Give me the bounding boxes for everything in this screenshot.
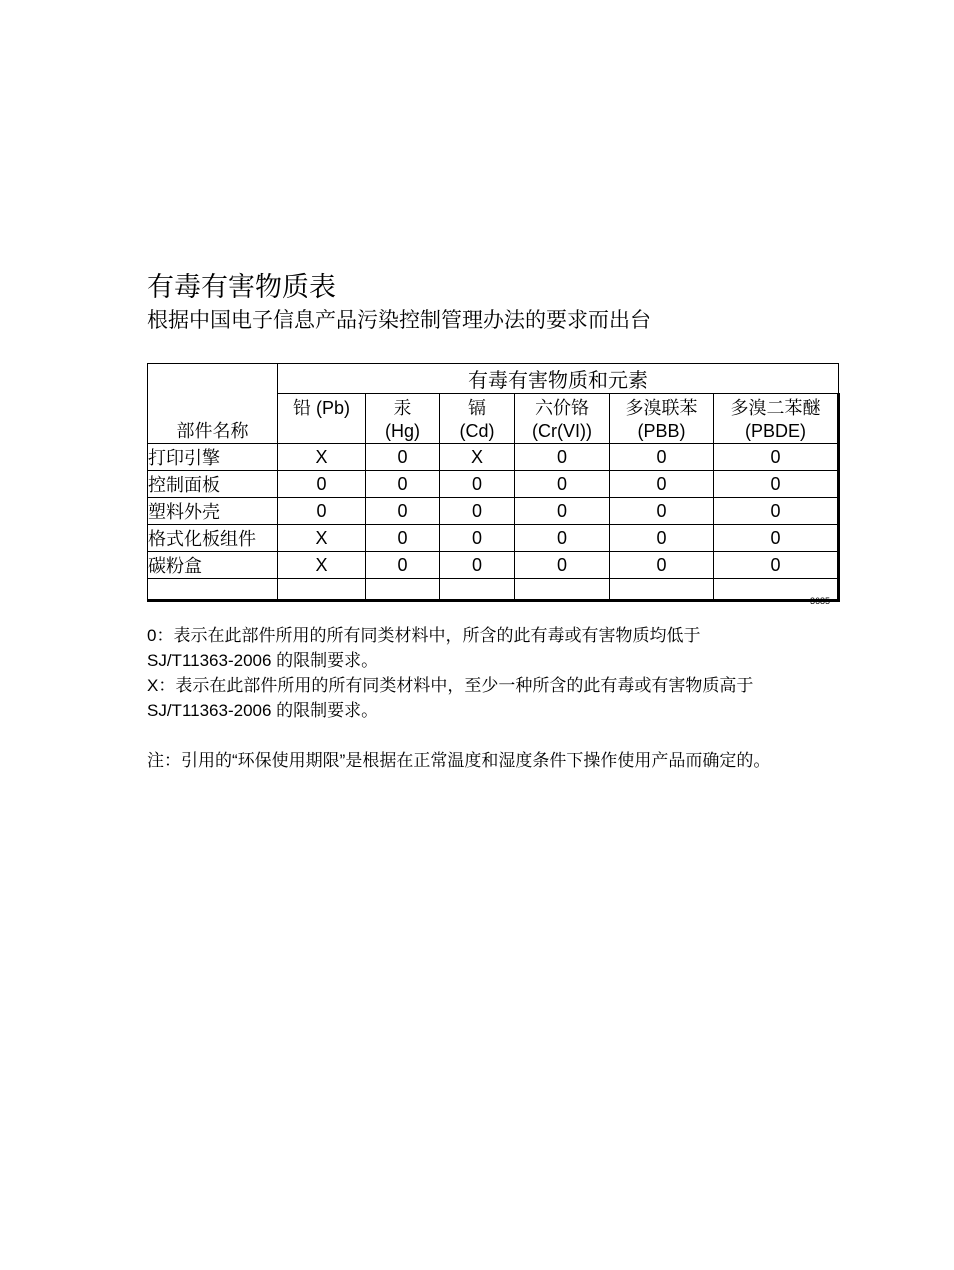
value-cell: 0 (366, 471, 440, 498)
column-header-pbde (714, 394, 839, 444)
table-row (148, 444, 839, 471)
column-header-name: 镉 (468, 398, 486, 418)
value-cell: 0 (714, 525, 839, 552)
value-cell: 0 (610, 444, 714, 471)
value-cell: 0 (440, 471, 515, 498)
value-cell: 0 (610, 552, 714, 579)
note-x-line: SJ/T11363-2006 的限制要求。 (147, 701, 379, 720)
value-cell: 0 (714, 444, 839, 471)
notes-section (147, 623, 770, 773)
empty-cell (278, 579, 366, 601)
value-cell: 0 (610, 498, 714, 525)
page-subtitle: 根据中国电子信息产品污染控制管理办法的要求而出台 (147, 309, 651, 332)
note-zero-line: 0：表示在此部件所用的所有同类材料中，所含的此有毒或有害物质均低于 (147, 626, 701, 645)
column-header-symbol: (Cr(VI)) (532, 421, 592, 441)
value-cell: 0 (278, 471, 366, 498)
substance-group-header: 有毒有害物质和元素 (278, 364, 839, 394)
column-header-name: 汞 (393, 398, 412, 418)
column-header-cadmium (440, 394, 515, 444)
value-cell: 0 (278, 498, 366, 525)
column-header-symbol: (Hg) (385, 421, 420, 441)
value-cell: 0 (440, 525, 515, 552)
table-row-empty (148, 579, 839, 601)
part-name-header: 部件名称 (148, 364, 278, 444)
column-header-symbol: (Cd) (459, 421, 495, 441)
value-cell: 0 (714, 552, 839, 579)
value-cell: 0 (440, 552, 515, 579)
note-x-line: X：表示在此部件所用的所有同类材料中，至少一种所含的此有毒或有害物质高于 (147, 676, 754, 695)
value-cell: 0 (515, 525, 610, 552)
empty-cell (148, 579, 278, 601)
table-row (148, 471, 839, 498)
column-header-mercury (366, 394, 440, 444)
empty-cell (440, 579, 515, 601)
value-cell: 0 (515, 444, 610, 471)
value-cell: 0 (366, 552, 440, 579)
part-name-cell: 塑料外壳 (148, 498, 278, 525)
note-zero-line: SJ/T11363-2006 的限制要求。 (147, 651, 379, 670)
part-name-cell: 碳粉盒 (148, 552, 278, 579)
value-cell: 0 (610, 471, 714, 498)
value-cell: X (440, 444, 515, 471)
table-header-row (148, 364, 839, 394)
table-row (148, 498, 839, 525)
value-cell: 0 (610, 525, 714, 552)
value-cell: 0 (515, 498, 610, 525)
value-cell: 0 (366, 444, 440, 471)
figure-number: 3685 (810, 596, 831, 606)
column-header-name: 铅 (Pb) (292, 398, 350, 418)
part-name-cell: 控制面板 (148, 471, 278, 498)
value-cell: 0 (714, 471, 839, 498)
table-row (148, 552, 839, 579)
column-header-name: 多溴二苯醚 (730, 398, 821, 418)
page-title: 有毒有害物质表 (147, 272, 336, 302)
column-header-hexavalent-chromium (515, 394, 610, 444)
empty-cell (610, 579, 714, 601)
column-header-symbol: (PBDE) (745, 421, 807, 441)
column-header-name: 多溴联苯 (625, 398, 698, 418)
column-header-lead (278, 394, 366, 444)
value-cell: X (278, 552, 366, 579)
empty-cell (366, 579, 440, 601)
value-cell: 0 (366, 525, 440, 552)
value-cell: X (278, 525, 366, 552)
footnote: 注：引用的“环保使用期限”是根据在正常温度和湿度条件下操作使用产品而确定的。 (147, 751, 771, 770)
hazardous-substance-table (147, 363, 840, 602)
value-cell: 0 (440, 498, 515, 525)
value-cell: 0 (366, 498, 440, 525)
value-cell: X (278, 444, 366, 471)
table-row (148, 525, 839, 552)
value-cell: 0 (515, 471, 610, 498)
column-header-pbb (610, 394, 714, 444)
column-header-name: 六价铬 (535, 398, 589, 418)
value-cell: 0 (714, 498, 839, 525)
value-cell: 0 (515, 552, 610, 579)
part-name-cell: 格式化板组件 (148, 525, 278, 552)
part-name-cell: 打印引擎 (148, 444, 278, 471)
empty-cell (515, 579, 610, 601)
column-header-symbol: (PBB) (637, 421, 686, 441)
